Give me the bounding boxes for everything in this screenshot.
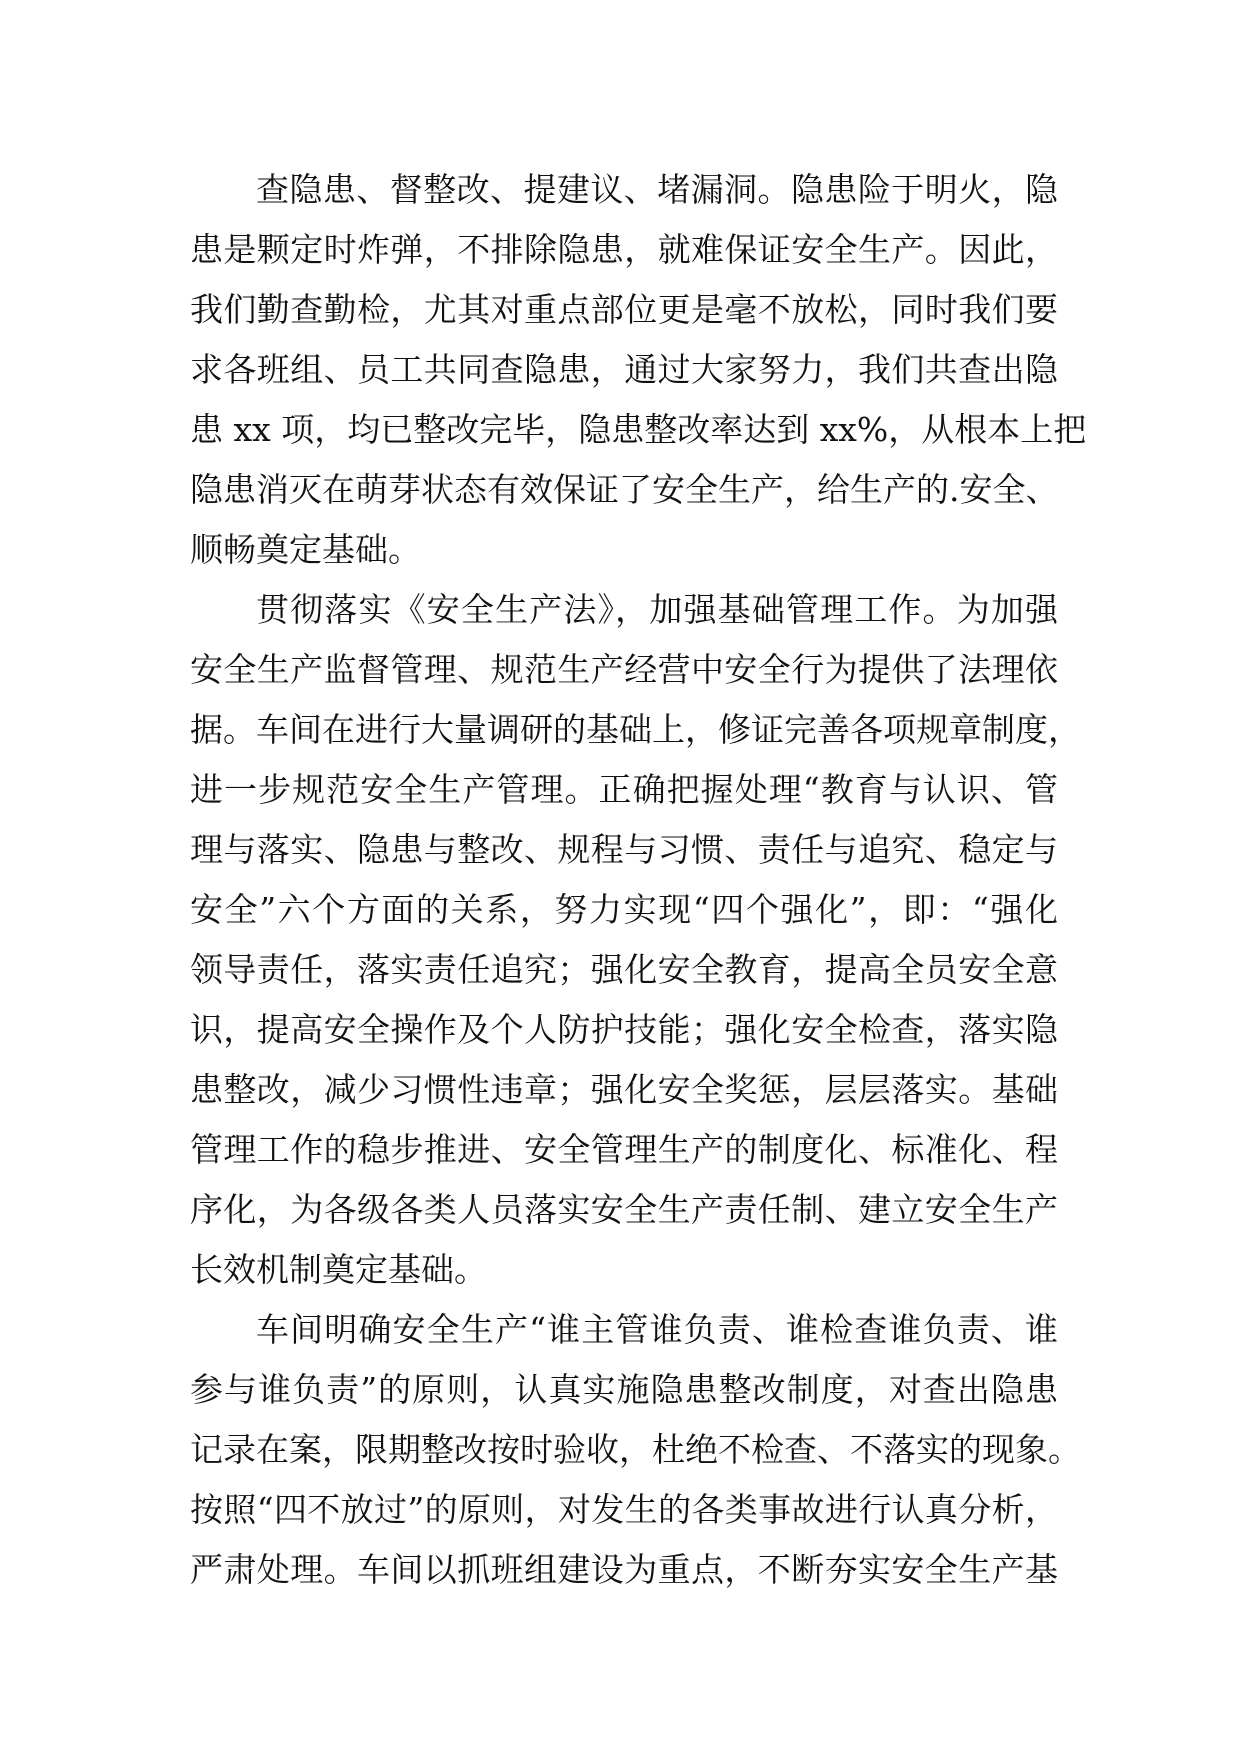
text-line: 识，提高安全操作及个人防护技能；强化安全检查，落实隐 xyxy=(190,1010,1058,1049)
text-line: 记录在案，限期整改按时验收，杜绝不检查、不落实的现象。 xyxy=(190,1430,1081,1469)
text-line: 查隐患、督整改、提建议、堵漏洞。隐患险于明火，隐 xyxy=(256,170,1058,209)
text-line: 按照“四不放过”的原则，对发生的各类事故进行认真分析， xyxy=(190,1490,1058,1529)
text-line: 车间明确安全生产“谁主管谁负责、谁检查谁负责、谁 xyxy=(256,1310,1058,1349)
text-line: 安全”六个方面的关系，努力实现“四个强化”，即：“强化 xyxy=(190,890,1058,929)
text-line: 患整改，减少习惯性违章；强化安全奖惩，层层落实。基础 xyxy=(190,1070,1058,1109)
text-line: 贯彻落实《安全生产法》，加强基础管理工作。为加强 xyxy=(256,590,1058,629)
text-line: 隐患消灭在萌芽状态有效保证了安全生产，给生产的.安全、 xyxy=(190,470,1059,509)
text-line: 参与谁负责”的原则，认真实施隐患整改制度，对查出隐患 xyxy=(190,1370,1058,1409)
text-line: 患 xx 项，均已整改完毕，隐患整改率达到 xx%，从根本上把 xyxy=(190,410,1087,449)
text-line: 长效机制奠定基础。 xyxy=(190,1250,487,1289)
text-line: 序化，为各级各类人员落实安全生产责任制、建立安全生产 xyxy=(190,1190,1058,1229)
document-page xyxy=(190,160,1087,1600)
text-line: 顺畅奠定基础。 xyxy=(190,530,421,569)
text-line: 理与落实、隐患与整改、规程与习惯、责任与追究、稳定与 xyxy=(190,830,1058,869)
text-line: 我们勤查勤检，尤其对重点部位更是毫不放松，同时我们要 xyxy=(190,290,1058,329)
text-line: 据。车间在进行大量调研的基础上，修证完善各项规章制度， xyxy=(190,710,1081,749)
text-line: 严肃处理。车间以抓班组建设为重点，不断夯实安全生产基 xyxy=(190,1550,1058,1589)
text-line: 领导责任，落实责任追究；强化安全教育，提高全员安全意 xyxy=(190,950,1058,989)
text-line: 安全生产监督管理、规范生产经营中安全行为提供了法理依 xyxy=(190,650,1058,689)
text-line: 管理工作的稳步推进、安全管理生产的制度化、标准化、程 xyxy=(190,1130,1058,1169)
text-line: 求各班组、员工共同查隐患，通过大家努力，我们共查出隐 xyxy=(190,350,1058,389)
text-line: 进一步规范安全生产管理。正确把握处理“教育与认识、管 xyxy=(190,770,1058,809)
text-line: 患是颗定时炸弹，不排除隐患，就难保证安全生产。因此， xyxy=(190,230,1058,269)
